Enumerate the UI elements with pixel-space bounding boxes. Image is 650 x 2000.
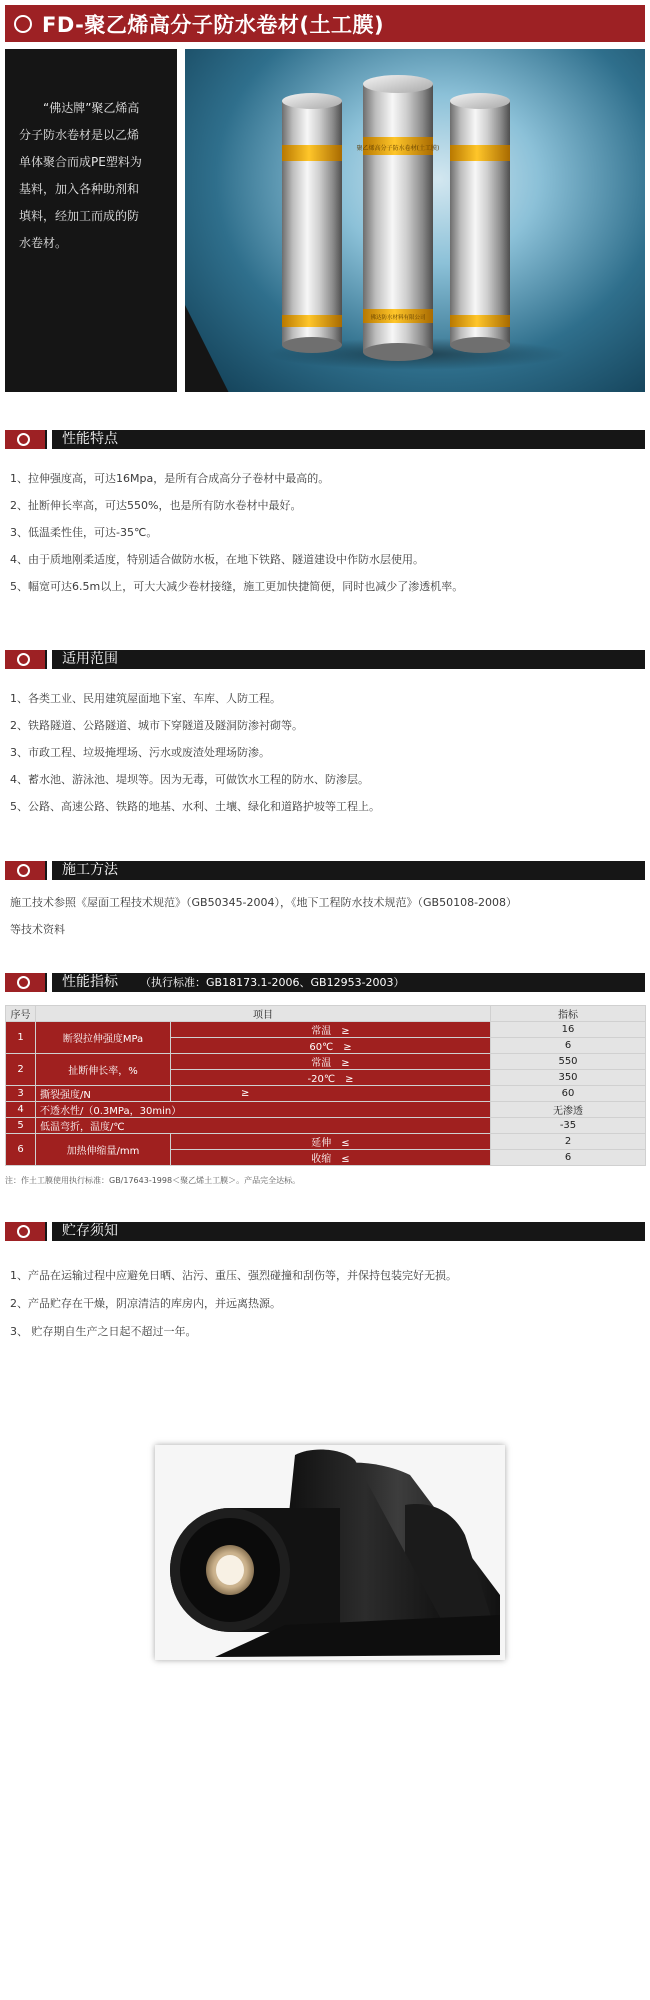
header-value: 指标 — [491, 1006, 646, 1022]
method-line: 等技术资料 — [10, 923, 65, 936]
intro-line: 水卷材。 — [19, 236, 68, 250]
table-row — [6, 1118, 646, 1134]
row-no: 4 — [6, 1102, 36, 1118]
section-badge — [5, 1222, 45, 1241]
section-badge — [5, 861, 45, 880]
row-name: 加热伸缩量/mm — [36, 1134, 171, 1166]
row-name: 断裂拉伸强度MPa — [36, 1022, 171, 1054]
table-header-row — [6, 1006, 646, 1022]
header-item: 项目 — [36, 1006, 491, 1022]
section-badge — [5, 650, 45, 669]
row-value: 无渗透 — [491, 1102, 646, 1118]
membrane-roll-photo — [155, 1445, 505, 1660]
intro-line: 单体聚合而成PE塑料为 — [19, 155, 142, 169]
row-name: 撕裂强度/N — [36, 1086, 171, 1102]
row-value: 16 — [491, 1022, 646, 1038]
list-item: 5、公路、高速公路、铁路的地基、水利、土壤、绿化和道路护坡等工程上。 — [10, 800, 380, 813]
section-title: 性能特点 — [62, 431, 118, 447]
list-item: 1、拉伸强度高，可达16Mpa，是所有合成高分子卷材中最高的。 — [10, 472, 330, 485]
section-header-features — [5, 430, 645, 449]
row-condition: 常温 ≥ — [171, 1022, 491, 1038]
circle-icon — [17, 433, 30, 446]
section-header-scope — [5, 650, 645, 669]
title-banner — [5, 5, 645, 42]
row-no: 5 — [6, 1118, 36, 1134]
section-badge — [5, 430, 45, 449]
method-text — [10, 889, 630, 943]
row-value: 60 — [491, 1086, 646, 1102]
section-header-spec — [5, 973, 645, 992]
rolls-illustration — [185, 49, 645, 392]
row-no: 3 — [6, 1086, 36, 1102]
spec-table — [5, 1005, 646, 1166]
roll-label: 聚乙烯高分子防水卷材(土工膜) — [356, 145, 440, 152]
section-title: 贮存须知 — [62, 1223, 118, 1239]
circle-icon — [14, 15, 32, 33]
list-item: 4、蓄水池、游泳池、堤坝等。因为无毒，可做饮水工程的防水、防渗层。 — [10, 773, 369, 786]
row-value: 2 — [491, 1134, 646, 1150]
product-rolls-image — [185, 49, 645, 392]
badge-separator — [47, 650, 52, 669]
row-name: 低温弯折，温度/℃ — [36, 1118, 491, 1134]
table-row — [6, 1086, 646, 1102]
badge-separator — [47, 973, 52, 992]
corner-fold — [185, 303, 229, 392]
list-item: 1、各类工业、民用建筑屋面地下室、车库、人防工程。 — [10, 692, 281, 705]
row-value: 550 — [491, 1054, 646, 1070]
intro-panel — [5, 49, 177, 392]
list-item: 1、产品在运输过程中应避免日晒、沾污、重压、强烈碰撞和刮伤等，并保持包装完好无损。 — [10, 1269, 457, 1282]
section-title: 性能指标 — [62, 974, 118, 990]
header-no: 序号 — [6, 1006, 36, 1022]
intro-line: 分子防水卷材是以乙烯 — [19, 128, 140, 142]
row-name: 不透水性/（0.3MPa，30min） — [36, 1102, 491, 1118]
section-header-storage — [5, 1222, 645, 1241]
section-badge — [5, 973, 45, 992]
row-no: 1 — [6, 1022, 36, 1054]
roll-band-text: 佛达防水材料有限公司 — [370, 315, 426, 321]
row-no: 2 — [6, 1054, 36, 1086]
section-header-method — [5, 861, 645, 880]
table-row — [6, 1054, 646, 1070]
badge-separator — [47, 861, 52, 880]
table-footnote: 注：作土工膜使用执行标准：GB/17643-1998＜聚乙烯土工膜＞。产品完全达标。 — [5, 1176, 301, 1185]
list-item: 4、由于质地刚柔适度，特别适合做防水板，在地下铁路、隧道建设中作防水层使用。 — [10, 553, 424, 566]
table-row — [6, 1134, 646, 1150]
list-item: 2、产品贮存在干燥，阴凉清洁的库房内，并远离热源。 — [10, 1297, 281, 1310]
circle-icon — [17, 864, 30, 877]
row-value: -35 — [491, 1118, 646, 1134]
circle-icon — [17, 976, 30, 989]
row-condition: 收缩 ≤ — [171, 1150, 491, 1166]
table-row — [6, 1102, 646, 1118]
intro-line: “佛达牌”聚乙烯高 — [43, 101, 140, 115]
list-item: 3、市政工程、垃圾掩埋场、污水或废渣处理场防渗。 — [10, 746, 270, 759]
row-value: 6 — [491, 1038, 646, 1054]
row-condition: 延伸 ≤ — [171, 1134, 491, 1150]
list-item: 3、 贮存期自生产之日起不超过一年。 — [10, 1325, 197, 1338]
row-value: 350 — [491, 1070, 646, 1086]
list-item: 2、扯断伸长率高，可达550%，也是所有防水卷材中最好。 — [10, 499, 302, 512]
intro-line: 填料，经加工而成的防 — [19, 209, 140, 223]
row-no: 6 — [6, 1134, 36, 1166]
membrane-roll-illustration — [155, 1445, 505, 1660]
section-note: （执行标准：GB18173.1-2006、GB12953-2003） — [140, 976, 405, 989]
row-name: 扯断伸长率，% — [36, 1054, 171, 1086]
intro-line: 基料，加入各种助剂和 — [19, 182, 140, 196]
badge-separator — [47, 1222, 52, 1241]
row-condition: ≥ — [171, 1086, 491, 1102]
list-item: 5、幅宽可达6.5m以上，可大大减少卷材接缝，施工更加快捷简便，同时也减少了渗透机率。 — [10, 580, 464, 593]
row-condition: 60℃ ≥ — [171, 1038, 491, 1054]
circle-icon — [17, 653, 30, 666]
section-title: 施工方法 — [62, 862, 118, 878]
method-line: 施工技术参照《屋面工程技术规范》（GB50345-2004），《地下工程防水技术规范》（GB50108-2008） — [10, 896, 518, 909]
row-condition: 常温 ≥ — [171, 1054, 491, 1070]
intro-text — [19, 95, 161, 257]
row-condition: -20℃ ≥ — [171, 1070, 491, 1086]
list-item: 3、低温柔性佳，可达-35℃。 — [10, 526, 158, 539]
badge-separator — [47, 430, 52, 449]
circle-icon — [17, 1225, 30, 1238]
list-item: 2、铁路隧道、公路隧道、城市下穿隧道及隧洞防渗衬砌等。 — [10, 719, 303, 732]
row-value: 6 — [491, 1150, 646, 1166]
page-title: FD-聚乙烯高分子防水卷材(土工膜) — [42, 12, 385, 37]
section-title: 适用范围 — [62, 651, 118, 667]
table-row — [6, 1022, 646, 1038]
